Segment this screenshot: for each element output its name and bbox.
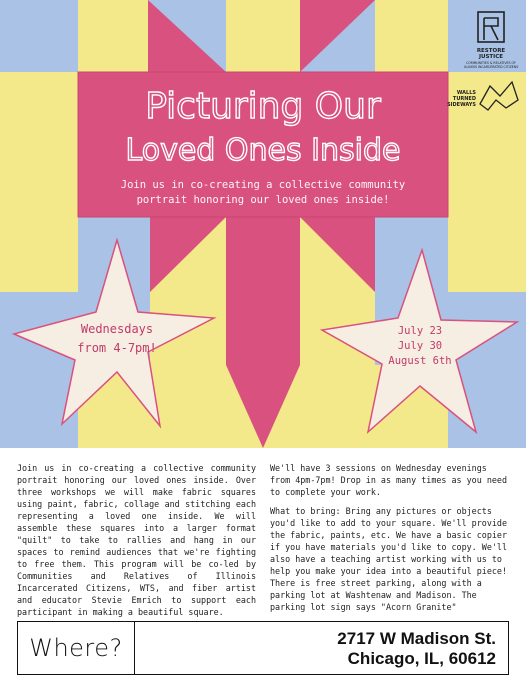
- what-to-bring-paragraph: What to bring: Bring any pictures or objects you'd like to add to your square. We'll provide the fabric, paints, etc. We have a basic copier if you have materials you'd like to copy. We'll also have a teaching artist working with us to help you make your idea into a beautiful piece! There is free street parking, along with a parking lot at Washtenaw and Madison. The parking lot sign says "Acorn Granite": [270, 506, 507, 612]
- description-paragraph: Join us in co-creating a collective community portrait honoring our loved ones inside. Over three workshops we will make fabric squares using paint, fabric, collage and stitching each representing a loved one inside. We will assemble these squares into a larger format "quilt" to take to rallies and hang in our spaces to remind audiences that we're fighting to free them. This program will be co-led by Communities and Relatives of Illinois Incarcerated Citizens, WTS, and fiber artist and educator Stevie Emrich to support each participant in making a beautiful square.: [17, 463, 256, 617]
- star-right-line1: July 23: [397, 325, 443, 337]
- quilt-block-yellow: [0, 72, 78, 217]
- restore-justice-sub1: COMMUNITIES & RELATIVES OF: [466, 61, 516, 65]
- address: [337, 629, 496, 669]
- wts-line1: WALLS: [456, 90, 476, 96]
- poster-subtitle-line1: Join us in co-creating a collective community: [120, 179, 406, 191]
- description-left-column: [17, 462, 256, 625]
- sessions-paragraph: We'll have 3 sessions on Wednesday evenings from 4pm-7pm! Drop in as many times as you need to complete your work.: [270, 463, 507, 497]
- quilt-block-yellow: [78, 0, 148, 72]
- where-label: Where?: [18, 622, 135, 674]
- restore-justice-sub2: ILLINOIS INCARCERATED CITIZENS: [463, 65, 519, 69]
- address-city: Chicago, IL, 60612: [347, 649, 496, 668]
- star-left-line2: from 4-7pm!: [77, 341, 157, 355]
- restore-justice-line1: RESTORE: [476, 48, 506, 54]
- star-right-line3: August 6th: [388, 355, 452, 367]
- poster-subtitle-line2: portrait honoring our loved ones inside!: [136, 194, 390, 206]
- restore-justice-line2: JUSTICE: [478, 54, 504, 60]
- quilt-center-pink: [226, 217, 300, 365]
- star-left-line1: Wednesdays: [80, 322, 154, 336]
- location-box: [17, 621, 509, 675]
- address-street: 2717 W Madison St.: [337, 629, 496, 648]
- wts-line2: TURNED: [452, 96, 476, 102]
- quilt-block-yellow: [375, 0, 448, 72]
- quilt-block-yellow: [226, 0, 300, 72]
- wts-line3: SIDEWAYS: [447, 102, 476, 108]
- quilt-block-yellow: [300, 292, 375, 448]
- poster-title-line2: Loved Ones Inside: [125, 133, 401, 168]
- description-right-column: [270, 462, 510, 620]
- poster-title-line1: Picturing Our: [145, 86, 381, 127]
- star-right-line2: July 30: [397, 340, 443, 352]
